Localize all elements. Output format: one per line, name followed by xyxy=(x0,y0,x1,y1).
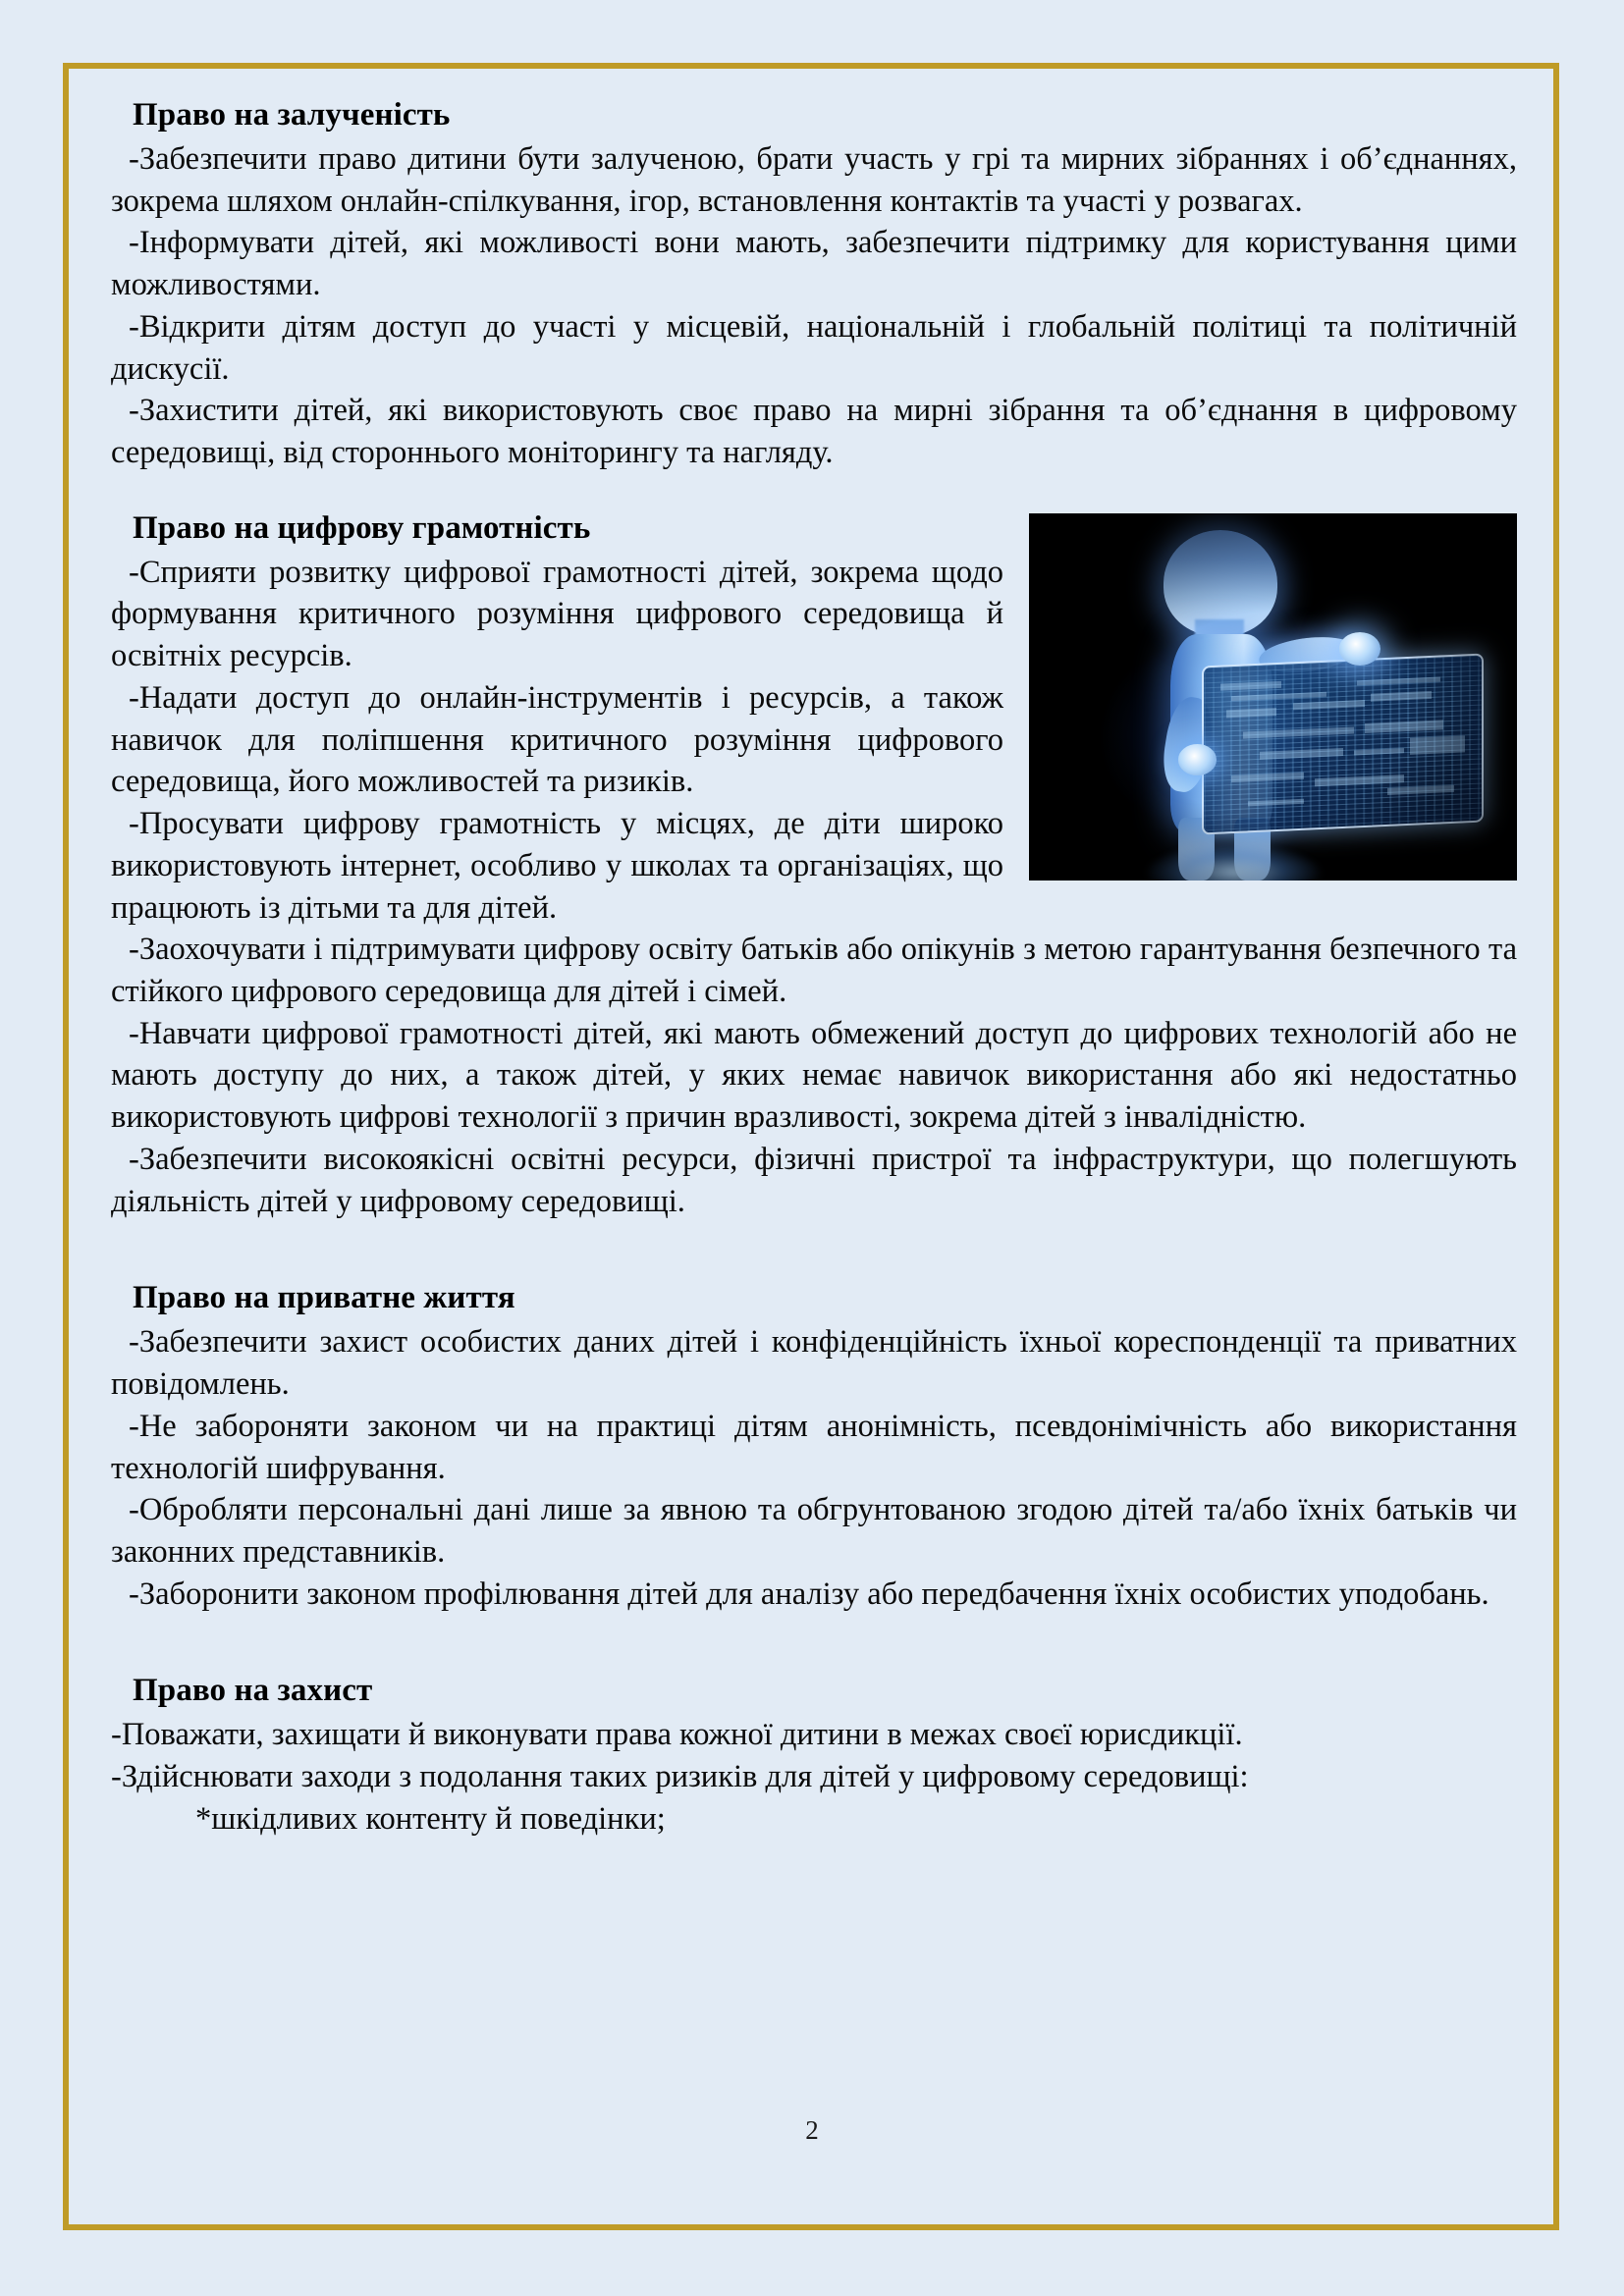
section-heading-protection: Право на захист xyxy=(133,1673,373,1709)
page-number: 2 xyxy=(805,2115,819,2145)
paragraph-privacy-4: -Заборонити законом профілювання дітей для аналізу або передбачення їхніх особистих уподобань. xyxy=(129,1575,1489,1612)
paragraph-literacy-2: -Надати доступ до онлайн-інструментів і ресурсів, а також навичок для поліпшення критичного розуміння цифрового середовища, його можливостей та ризиків. xyxy=(111,679,1003,800)
paragraph-engagement-3: -Відкрити дітям доступ до участі у місцевій, національній і глобальній політиці та політичній дискусії. xyxy=(111,308,1517,387)
paragraph-literacy-4: -Заохочувати і підтримувати цифрову освіту батьків або опікунів з метою гарантування безпечного та стійкого цифрового середовища для дітей і сімей. xyxy=(111,932,1517,1009)
image-vignette xyxy=(1029,513,1517,881)
section-heading-privacy: Право на приватне життя xyxy=(133,1280,515,1316)
glowing-figure-with-digital-screen-image xyxy=(1029,513,1517,881)
paragraph-engagement-1: -Забезпечити право дитини бути залученою, брати участь у грі та мирних зібраннях і об’єднаннях, зокрема шляхом онлайн-спілкування, ігор, встановлення контактів та участі у розвагах. xyxy=(111,140,1517,219)
paragraph-engagement-2: -Інформувати дітей, які можливості вони мають, забезпечити підтримку для користування цими можливостями. xyxy=(111,225,1517,303)
paragraph-literacy-3: -Просувати цифрову грамотність у місцях, де діти широко використовують інтернет, особливо у школах та організаціях, що працюють із дітьми та для дітей. xyxy=(111,806,1003,926)
section-spacer xyxy=(111,474,1517,507)
paragraph-engagement-4: -Захистити дітей, які використовують своє право на мирні зібрання та об’єднання в цифровому середовищі, від стороннього моніторингу та нагляду. xyxy=(111,393,1517,471)
section-heading-digital-literacy: Право на цифрову грамотність xyxy=(133,509,591,546)
digital-literacy-block xyxy=(111,507,1517,1223)
paragraph-literacy-6: -Забезпечити високоякісні освітні ресурси, фізичні пристрої та інфраструктури, що полегшують діяльність дітей у цифровому середовищі. xyxy=(111,1141,1517,1219)
document-content xyxy=(111,94,1517,2175)
section-spacer xyxy=(111,1222,1517,1277)
paragraph-privacy-2: -Не забороняти законом чи на практиці дітям анонімність, псевдонімічність або використання технологій шифрування. xyxy=(111,1408,1517,1486)
paragraph-privacy-3: -Обробляти персональні дані лише за явною та обгрунтованою згодою дітей та/або їхніх батьків чи законних представників. xyxy=(111,1492,1517,1570)
paragraph-protection-1: -Поважати, захищати й виконувати права кожної дитини в межах своєї юрисдикції. xyxy=(111,1717,1243,1753)
paragraph-literacy-1: -Сприяти розвитку цифрової грамотності дітей, зокрема щодо формування критичного розуміння цифрового середовища й освітніх ресурсів. xyxy=(111,554,1003,674)
section-heading-engagement: Право на залученість xyxy=(133,97,451,133)
protection-sub-item-1: *шкідливих контенту й поведінки; xyxy=(195,1800,666,1837)
paragraph-literacy-5: -Навчати цифрової грамотності дітей, які мають обмежений доступ до цифрових технологій або не мають доступу до них, а також дітей, у яких немає навичок використання або які недостатньо використовують цифрові технології з причин вразливості, зокрема дітей з інвалідністю. xyxy=(111,1015,1517,1136)
paragraph-privacy-1: -Забезпечити захист особистих даних дітей і конфіденційність їхньої кореспонденції та приватних повідомлень. xyxy=(111,1324,1517,1403)
paragraph-protection-2: -Здійснювати заходи з подолання таких ризиків для дітей у цифровому середовищі: xyxy=(111,1759,1249,1795)
section-spacer xyxy=(111,1615,1517,1670)
